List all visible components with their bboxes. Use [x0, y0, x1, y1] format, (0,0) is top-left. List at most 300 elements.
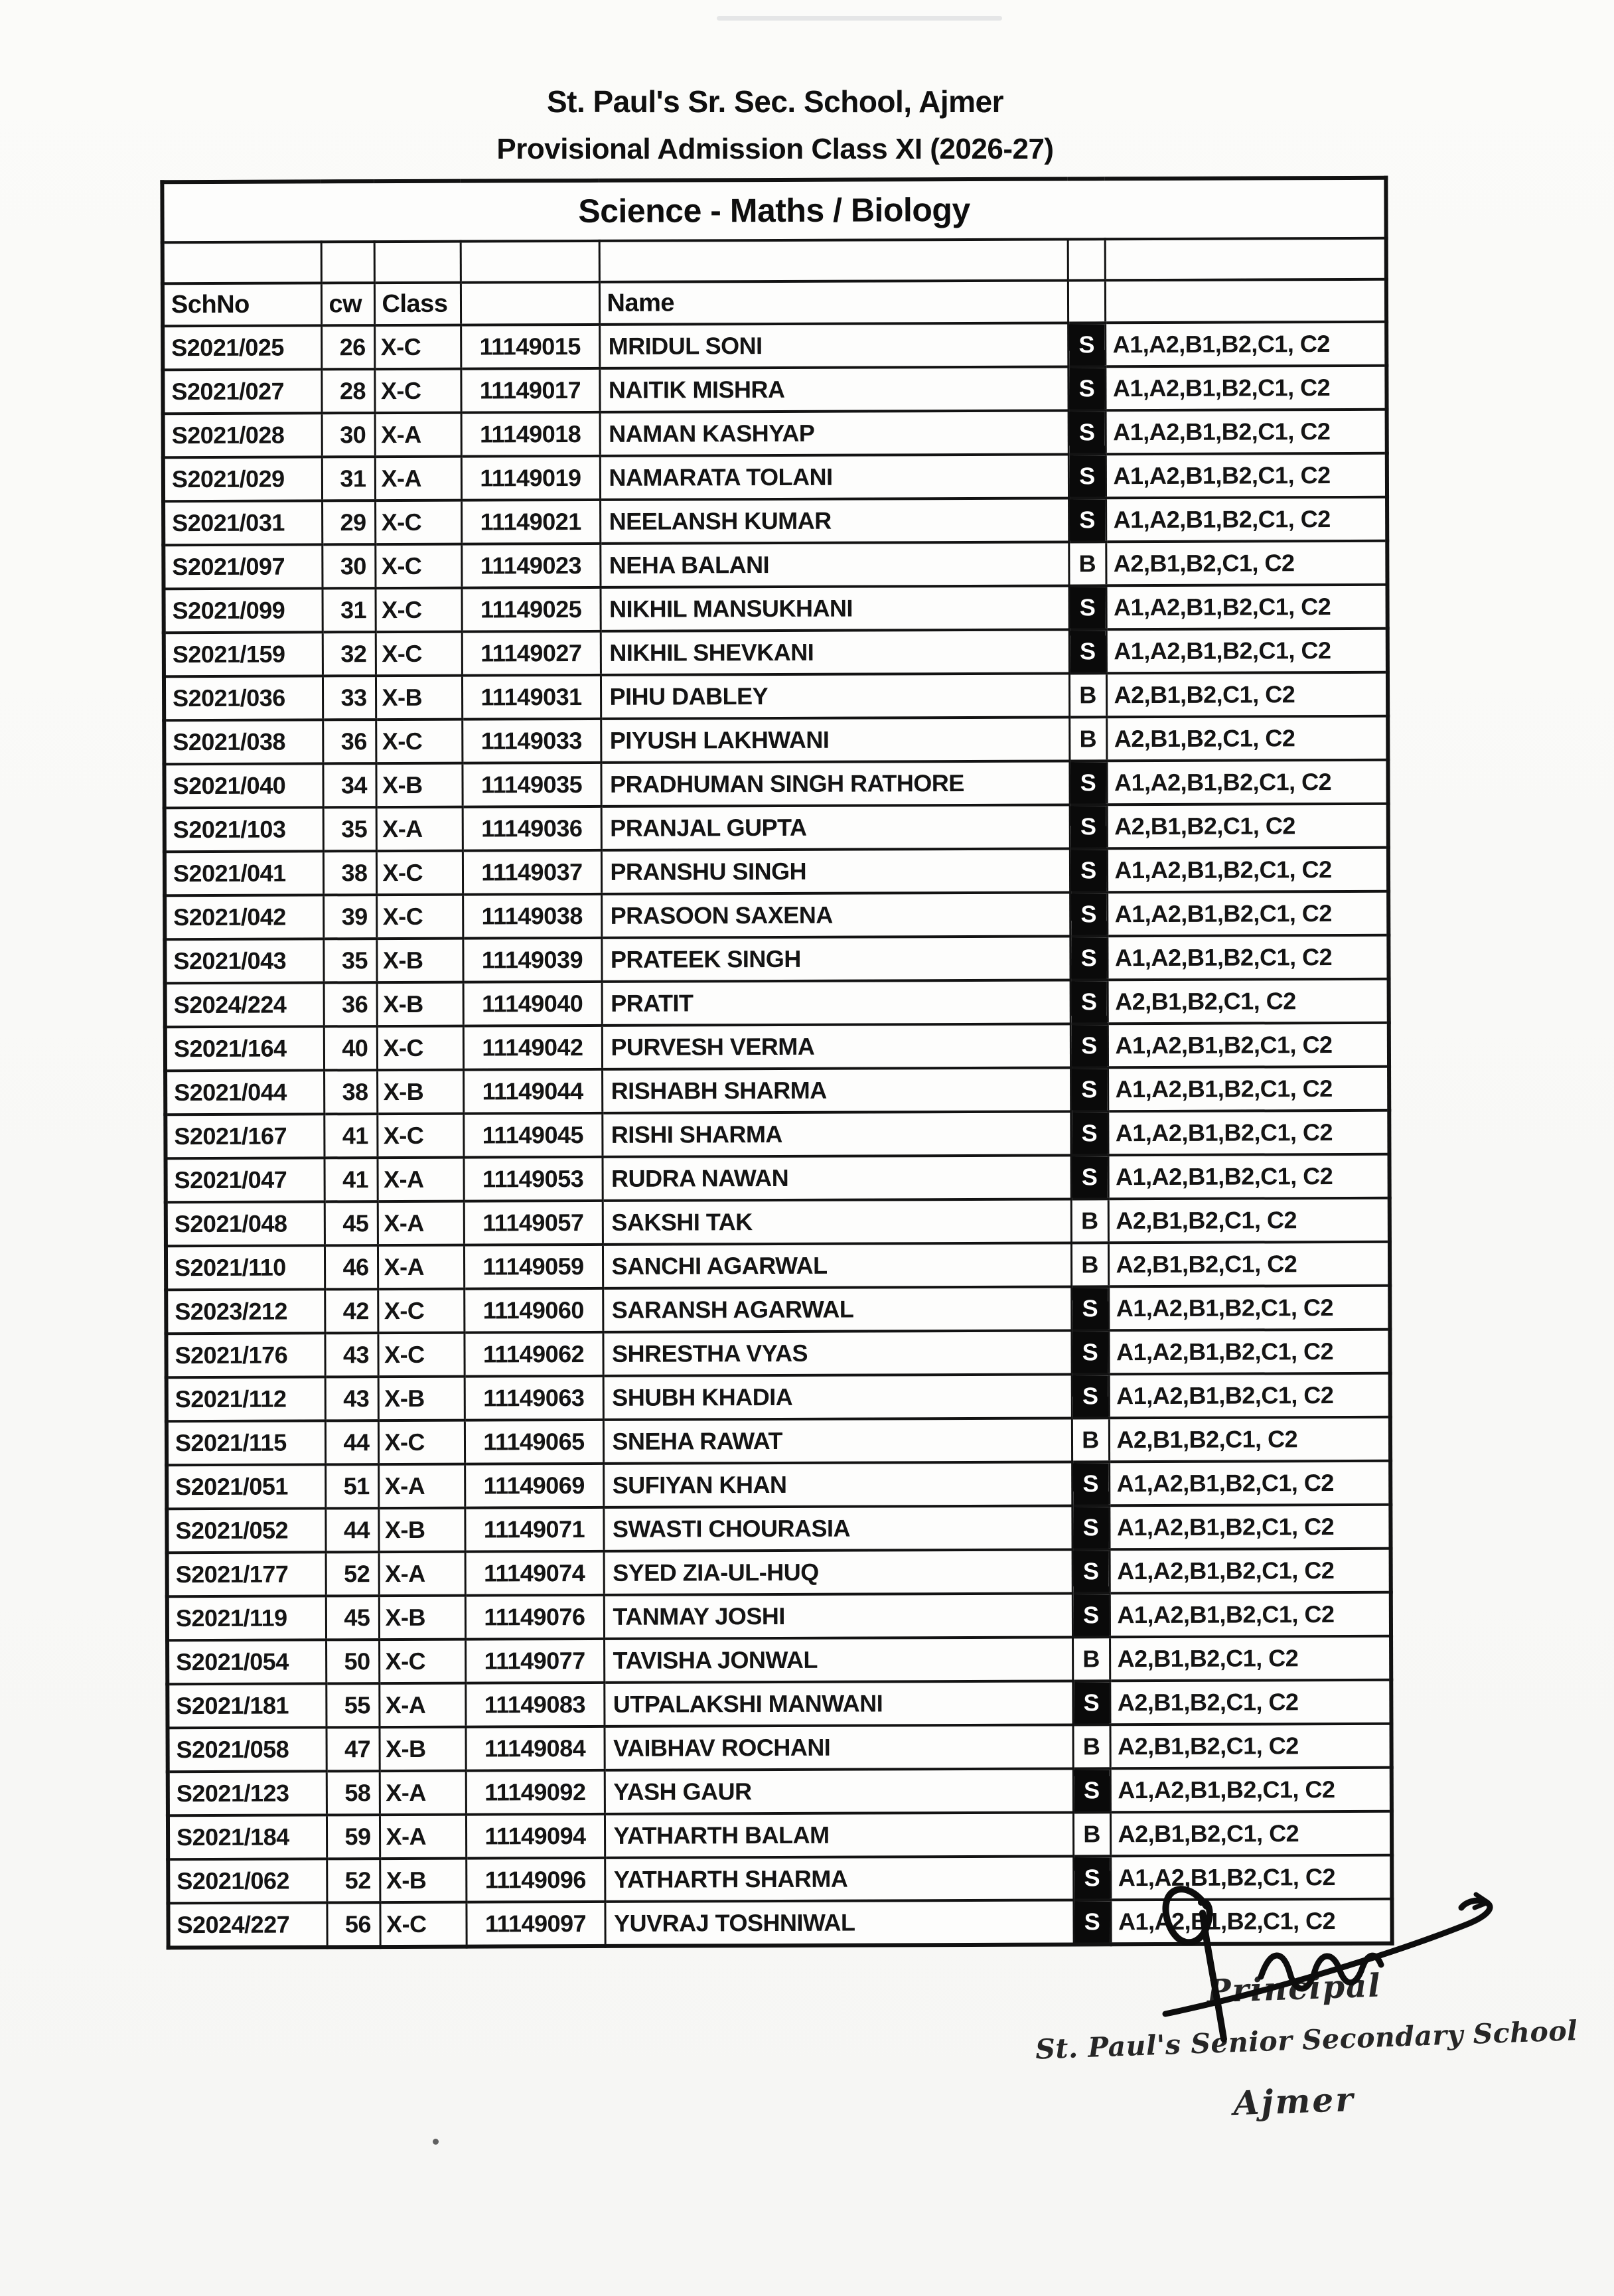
subjects-cell: A1,A2,B1,B2,C1, C2	[1107, 935, 1388, 980]
class-cell: X-C	[378, 1420, 465, 1464]
table-row	[164, 716, 1388, 764]
cw-cell: 28	[321, 369, 374, 413]
admission-number-cell: 11149039	[463, 938, 601, 982]
section-title: Science - Maths / Biology	[162, 178, 1386, 242]
stream-cell: S	[1070, 804, 1107, 848]
section-header-row	[162, 178, 1386, 242]
subjects-cell: A2,B1,B2,C1, C2	[1110, 1811, 1392, 1856]
stamp-city: Ajmer	[1232, 2079, 1356, 2123]
schno-cell: S2024/224	[165, 982, 324, 1027]
cw-cell: 42	[325, 1289, 378, 1333]
class-cell: X-C	[379, 1640, 465, 1683]
class-cell: X-A	[375, 457, 461, 500]
table-row	[167, 1417, 1390, 1465]
school-title: St. Paul's Sr. Sec. School, Ajmer	[546, 84, 1004, 119]
schno-cell: S2021/119	[167, 1596, 326, 1640]
admission-number-cell: 11149062	[464, 1332, 603, 1377]
schno-cell: S2021/062	[168, 1859, 327, 1903]
class-cell: X-C	[374, 369, 461, 413]
admission-number-cell: 11149035	[462, 763, 601, 807]
header-cw: cw	[321, 283, 374, 325]
schno-cell: S2021/103	[165, 807, 323, 852]
student-name-cell: RISHABH SHARMA	[602, 1067, 1070, 1112]
stream-cell: S	[1071, 1330, 1108, 1374]
student-name-cell: PRATEEK SINGH	[601, 936, 1070, 981]
admission-number-cell: 11149094	[466, 1814, 605, 1859]
cw-cell: 38	[324, 1070, 377, 1114]
cw-cell: 31	[322, 457, 375, 500]
class-cell: X-C	[376, 895, 463, 939]
class-cell: X-B	[378, 1377, 465, 1420]
student-name-cell: PURVESH VERMA	[602, 1024, 1070, 1069]
stream-cell: S	[1070, 1067, 1108, 1111]
class-cell: X-C	[374, 325, 461, 369]
student-name-cell: NAITIK MISHRA	[599, 366, 1068, 412]
cw-cell: 46	[325, 1245, 378, 1289]
stream-cell: S	[1073, 1900, 1110, 1944]
cw-cell: 32	[323, 632, 376, 676]
admission-number-cell: 11149084	[465, 1726, 604, 1771]
stream-cell: B	[1072, 1637, 1110, 1681]
schno-cell: S2021/110	[166, 1245, 325, 1290]
schno-cell: S2021/181	[167, 1683, 326, 1728]
admission-number-cell: 11149076	[465, 1595, 604, 1640]
stream-cell: S	[1070, 1024, 1108, 1067]
schno-cell: S2021/036	[164, 676, 323, 720]
table-row	[164, 629, 1388, 676]
subjects-cell: A1,A2,B1,B2,C1, C2	[1109, 1373, 1390, 1418]
schno-cell: S2021/123	[168, 1771, 327, 1815]
cw-cell: 30	[322, 544, 375, 588]
subjects-cell: A1,A2,B1,B2,C1, C2	[1108, 1110, 1389, 1155]
admission-number-cell: 11149053	[463, 1157, 602, 1201]
schno-cell: S2021/047	[165, 1158, 324, 1202]
table-row	[165, 1067, 1389, 1114]
cw-cell: 35	[323, 807, 376, 851]
subjects-cell: A1,A2,B1,B2,C1, C2	[1106, 497, 1387, 542]
cw-cell: 41	[324, 1114, 377, 1158]
cw-cell: 47	[326, 1727, 379, 1771]
table-row	[163, 541, 1387, 589]
table-row	[163, 453, 1387, 501]
stream-cell: B	[1071, 1243, 1108, 1286]
header-stream	[1068, 280, 1105, 323]
schno-cell: S2021/184	[168, 1815, 327, 1859]
class-cell: X-A	[378, 1201, 464, 1245]
class-cell: X-C	[376, 720, 462, 763]
table-row	[163, 410, 1387, 457]
cw-cell: 51	[325, 1464, 378, 1508]
admission-number-cell: 11149092	[466, 1770, 605, 1815]
student-name-cell: NIKHIL SHEVKANI	[601, 629, 1069, 674]
stream-cell: B	[1071, 1199, 1108, 1243]
cw-cell: 36	[323, 720, 376, 763]
subjects-cell: A1,A2,B1,B2,C1, C2	[1109, 1505, 1390, 1549]
subjects-cell: A2,B1,B2,C1, C2	[1110, 1636, 1391, 1681]
admission-number-cell: 11149060	[464, 1288, 603, 1333]
student-name-cell: SAKSHI TAK	[603, 1199, 1071, 1244]
admission-number-cell: 11149096	[466, 1858, 605, 1902]
cw-cell: 41	[324, 1158, 377, 1201]
admission-number-cell: 11149083	[465, 1683, 604, 1727]
empty-cell	[599, 239, 1068, 281]
schno-cell: S2021/025	[163, 325, 321, 370]
student-name-cell: SUFIYAN KHAN	[603, 1462, 1072, 1507]
stream-cell: S	[1073, 1768, 1110, 1812]
admission-number-cell: 11149071	[465, 1507, 603, 1552]
stream-cell: B	[1069, 717, 1106, 761]
empty-row	[163, 238, 1386, 283]
subjects-cell: A1,A2,B1,B2,C1, C2	[1108, 1330, 1390, 1374]
table-row	[167, 1505, 1390, 1553]
table-row	[166, 1242, 1390, 1290]
table-row	[167, 1724, 1391, 1772]
subjects-cell: A1,A2,B1,B2,C1, C2	[1107, 848, 1388, 892]
class-cell: X-C	[376, 588, 462, 632]
schno-cell: S2021/027	[163, 369, 321, 414]
empty-cell	[163, 242, 321, 283]
cw-cell: 26	[321, 325, 374, 369]
stream-cell: B	[1069, 673, 1106, 717]
table-row	[165, 891, 1388, 939]
cw-cell: 34	[323, 763, 376, 807]
schno-cell: S2021/048	[166, 1201, 325, 1246]
admission-number-cell: 11149057	[464, 1201, 603, 1245]
student-name-cell: SHRESTHA VYAS	[603, 1330, 1071, 1375]
admission-number-cell: 11149018	[461, 412, 600, 457]
admission-number-cell: 11149038	[463, 894, 601, 939]
stream-cell: S	[1068, 366, 1105, 410]
schno-cell: S2021/176	[166, 1333, 325, 1377]
schno-cell: S2021/041	[165, 851, 323, 895]
stamp-designation: Principal	[1206, 1967, 1382, 2011]
admission-number-cell: 11149040	[463, 982, 602, 1026]
student-name-cell: PRANJAL GUPTA	[601, 804, 1070, 850]
stream-cell: S	[1068, 454, 1106, 498]
stream-cell: S	[1070, 1155, 1108, 1199]
subjects-cell: A1,A2,B1,B2,C1, C2	[1110, 1549, 1391, 1593]
stream-cell: S	[1068, 498, 1106, 542]
cw-cell: 45	[326, 1596, 379, 1640]
stream-cell: B	[1068, 542, 1106, 585]
student-name-cell: SWASTI CHOURASIA	[603, 1505, 1072, 1551]
table-row	[165, 1023, 1389, 1071]
scan-artifact-dot	[433, 2139, 439, 2145]
class-cell: X-C	[378, 1333, 464, 1377]
student-name-cell: PRATIT	[602, 980, 1070, 1025]
schno-cell: S2021/038	[164, 720, 323, 764]
cw-cell: 40	[324, 1026, 377, 1070]
table-row	[168, 1811, 1392, 1859]
cw-cell: 55	[326, 1683, 379, 1727]
student-name-cell: NEHA BALANI	[600, 542, 1068, 587]
schno-cell: S2021/054	[167, 1640, 326, 1684]
stream-cell: S	[1069, 761, 1106, 804]
principal-signature	[1128, 1872, 1540, 2051]
subjects-cell: A2,B1,B2,C1, C2	[1110, 1724, 1391, 1768]
schno-cell: S2021/167	[165, 1114, 324, 1158]
table-row	[165, 804, 1388, 852]
cw-cell: 52	[326, 1552, 379, 1596]
admission-number-cell: 11149037	[463, 850, 601, 895]
cw-cell: 30	[322, 413, 375, 457]
header-class: Class	[374, 283, 461, 325]
table-row	[167, 1636, 1391, 1684]
stream-cell: S	[1068, 323, 1105, 366]
table-row	[167, 1549, 1391, 1596]
student-name-cell: TAVISHA JONWAL	[604, 1637, 1072, 1682]
table-row	[164, 585, 1388, 633]
admission-number-cell: 11149019	[461, 456, 600, 500]
cw-cell: 29	[322, 500, 375, 544]
subjects-cell: A1,A2,B1,B2,C1, C2	[1110, 1768, 1392, 1812]
schno-cell: S2021/177	[167, 1552, 326, 1596]
stream-cell: S	[1069, 629, 1106, 673]
stream-cell: S	[1068, 410, 1106, 454]
cw-cell: 58	[327, 1771, 380, 1815]
class-cell: X-C	[375, 544, 461, 588]
class-cell: X-B	[377, 1070, 463, 1114]
student-name-cell: SNEHA RAWAT	[603, 1418, 1072, 1463]
cw-cell: 43	[325, 1333, 378, 1377]
class-cell: X-C	[377, 1026, 463, 1070]
stream-cell: S	[1070, 1111, 1108, 1155]
stream-cell: S	[1072, 1593, 1110, 1637]
empty-cell	[461, 241, 599, 283]
subjects-cell: A2,B1,B2,C1, C2	[1108, 1198, 1390, 1243]
admission-number-cell: 11149033	[462, 719, 601, 763]
admission-number-cell: 11149015	[461, 325, 599, 369]
subjects-cell: A1,A2,B1,B2,C1, C2	[1108, 1023, 1389, 1067]
cw-cell: 35	[323, 939, 376, 982]
table-row	[167, 1461, 1390, 1509]
table-row	[167, 1592, 1391, 1640]
admission-table	[160, 176, 1394, 1950]
class-cell: X-A	[378, 1464, 465, 1508]
subjects-cell: A1,A2,B1,B2,C1, C2	[1106, 453, 1387, 498]
table-row	[164, 672, 1388, 720]
table-row	[165, 979, 1389, 1027]
student-name-cell: SYED ZIA-UL-HUQ	[604, 1549, 1072, 1594]
table-row	[167, 1680, 1391, 1728]
subjects-cell: A1,A2,B1,B2,C1, C2	[1106, 629, 1388, 673]
stamp-school-name: St. Paul's Senior Secondary School	[1035, 2015, 1578, 2066]
student-name-cell: SARANSH AGARWAL	[603, 1286, 1071, 1332]
table-body	[162, 178, 1392, 1948]
cw-cell: 56	[327, 1902, 380, 1947]
table-row	[163, 366, 1386, 414]
schno-cell: S2021/099	[164, 588, 323, 633]
student-name-cell: PRADHUMAN SINGH RATHORE	[601, 761, 1069, 806]
scan-artifact-smudge	[717, 16, 1002, 21]
student-name-cell: PRANSHU SINGH	[601, 848, 1070, 893]
schno-cell: S2024/227	[168, 1902, 327, 1948]
schno-cell: S2021/044	[165, 1070, 324, 1114]
schno-cell: S2021/058	[167, 1727, 326, 1772]
admission-number-cell: 11149027	[462, 631, 601, 676]
schno-cell: S2021/042	[165, 895, 323, 939]
subjects-cell: A1,A2,B1,B2,C1, C2	[1106, 410, 1387, 454]
schno-cell: S2021/029	[163, 457, 322, 501]
admission-number-cell: 11149074	[465, 1551, 604, 1596]
student-name-cell: YUVRAJ TOSHNIWAL	[605, 1900, 1073, 1946]
subjects-cell: A2,B1,B2,C1, C2	[1107, 804, 1388, 848]
student-name-cell: NEELANSH KUMAR	[600, 498, 1068, 543]
student-name-cell: SHUBH KHADIA	[603, 1374, 1072, 1419]
subjects-cell: A1,A2,B1,B2,C1, C2	[1110, 1855, 1392, 1900]
subjects-cell: A1,A2,B1,B2,C1, C2	[1108, 1286, 1390, 1330]
student-name-cell: MRIDUL SONI	[599, 323, 1068, 368]
student-name-cell: RISHI SHARMA	[602, 1111, 1070, 1156]
class-cell: X-B	[379, 1727, 465, 1771]
empty-cell	[321, 242, 374, 283]
admission-number-cell: 11149059	[464, 1245, 603, 1289]
admission-number-cell: 11149017	[461, 368, 599, 413]
class-cell: X-A	[375, 413, 461, 457]
student-name-cell: NIKHIL MANSUKHANI	[600, 585, 1068, 631]
subjects-cell: A2,B1,B2,C1, C2	[1106, 541, 1387, 585]
schno-cell: S2021/040	[164, 763, 323, 808]
cw-cell: 52	[327, 1859, 380, 1902]
schno-cell: S2021/115	[167, 1420, 325, 1465]
student-name-cell: NAMAN KASHYAP	[600, 410, 1068, 455]
stream-cell: S	[1072, 1505, 1109, 1549]
class-cell: X-C	[376, 851, 463, 895]
student-name-cell: UTPALAKSHI MANWANI	[604, 1681, 1072, 1726]
class-cell: X-A	[379, 1683, 465, 1727]
subjects-cell: A2,B1,B2,C1, C2	[1108, 979, 1389, 1024]
cw-cell: 44	[325, 1508, 378, 1552]
table-row	[167, 1373, 1390, 1421]
cw-cell: 45	[325, 1201, 378, 1245]
column-header-row	[163, 279, 1386, 326]
empty-cell	[1068, 239, 1105, 280]
schno-cell: S2021/052	[167, 1508, 325, 1553]
class-cell: X-B	[379, 1596, 465, 1640]
subjects-cell: A1,A2,B1,B2,C1, C2	[1108, 1154, 1389, 1199]
student-name-cell: PIYUSH LAKHWANI	[601, 717, 1069, 762]
stream-cell: S	[1073, 1856, 1110, 1900]
student-name-cell: TANMAY JOSHI	[604, 1593, 1072, 1638]
subjects-cell: A2,B1,B2,C1, C2	[1106, 716, 1388, 761]
student-name-cell: VAIBHAV ROCHANI	[604, 1724, 1072, 1770]
schno-cell: S2021/159	[164, 632, 323, 676]
student-name-cell: PRASOON SAXENA	[601, 892, 1070, 937]
admission-number-cell: 11149025	[462, 587, 601, 632]
class-cell: X-C	[380, 1902, 466, 1947]
schno-cell: S2021/097	[163, 544, 322, 589]
student-name-cell: SANCHI AGARWAL	[603, 1243, 1071, 1288]
header-admno	[461, 282, 599, 325]
student-name-cell: NAMARATA TOLANI	[600, 454, 1068, 499]
cw-cell: 33	[323, 676, 376, 720]
empty-cell	[1105, 238, 1386, 280]
stream-cell: S	[1072, 1681, 1110, 1724]
subjects-cell: A1,A2,B1,B2,C1, C2	[1106, 585, 1387, 629]
schno-cell: S2021/112	[167, 1377, 325, 1421]
subjects-cell: A1,A2,B1,B2,C1, C2	[1108, 1067, 1389, 1111]
header-subjects	[1105, 279, 1386, 323]
student-name-cell: PIHU DABLEY	[601, 673, 1069, 718]
table-row	[165, 848, 1388, 895]
class-cell: X-C	[375, 500, 461, 544]
document-subtitle: Provisional Admission Class XI (2026-27)	[496, 133, 1054, 165]
cw-cell: 59	[327, 1815, 380, 1859]
admission-number-cell: 11149097	[466, 1902, 605, 1947]
cw-cell: 38	[323, 851, 376, 895]
stream-cell: B	[1072, 1418, 1109, 1462]
stream-cell: B	[1073, 1812, 1110, 1856]
table-row	[164, 760, 1388, 808]
signature-block	[1035, 1872, 1578, 2164]
subjects-cell: A1,A2,B1,B2,C1, C2	[1105, 322, 1386, 366]
student-name-cell: YATHARTH SHARMA	[605, 1856, 1073, 1901]
table-row	[166, 1286, 1390, 1334]
subjects-cell: A2,B1,B2,C1, C2	[1110, 1680, 1391, 1724]
subjects-cell: A2,B1,B2,C1, C2	[1108, 1242, 1390, 1286]
table-row	[163, 497, 1387, 545]
class-cell: X-B	[377, 982, 463, 1026]
schno-cell: S2021/051	[167, 1464, 325, 1509]
cw-cell: 43	[325, 1377, 378, 1420]
class-cell: X-A	[378, 1245, 464, 1289]
class-cell: X-B	[376, 676, 462, 720]
admission-number-cell: 11149044	[463, 1069, 602, 1114]
class-cell: X-A	[380, 1771, 466, 1815]
table-row	[166, 1330, 1390, 1377]
class-cell: X-C	[376, 632, 462, 676]
schno-cell: S2021/164	[165, 1026, 324, 1071]
table-row	[165, 1154, 1389, 1202]
schno-cell: S2023/212	[166, 1289, 325, 1334]
class-cell: X-B	[380, 1859, 466, 1902]
schno-cell: S2021/031	[163, 500, 322, 545]
subjects-cell: A1,A2,B1,B2,C1, C2	[1106, 760, 1388, 804]
subjects-cell: A1,A2,B1,B2,C1, C2	[1110, 1592, 1391, 1637]
class-cell: X-C	[378, 1289, 464, 1333]
stream-cell: S	[1070, 892, 1107, 936]
class-cell: X-B	[378, 1508, 465, 1552]
stream-cell: S	[1070, 936, 1107, 980]
subjects-cell: A2,B1,B2,C1, C2	[1106, 672, 1388, 717]
empty-cell	[374, 242, 461, 283]
subjects-cell: A1,A2,B1,B2,C1, C2	[1107, 891, 1388, 936]
admission-number-cell: 11149036	[463, 806, 601, 851]
schno-cell: S2021/043	[165, 939, 323, 983]
class-cell: X-A	[377, 1158, 463, 1201]
class-cell: X-A	[376, 807, 463, 851]
cw-cell: 50	[326, 1640, 379, 1683]
student-name-cell: RUDRA NAWAN	[602, 1155, 1070, 1200]
header-name: Name	[599, 280, 1068, 324]
class-cell: X-B	[376, 763, 462, 807]
admission-number-cell: 11149023	[461, 544, 600, 588]
table-row	[168, 1768, 1392, 1815]
subjects-cell: A1,A2,B1,B2,C1, C2	[1110, 1899, 1392, 1944]
admission-number-cell: 11149063	[465, 1376, 603, 1420]
stream-cell: S	[1070, 848, 1107, 892]
admission-number-cell: 11149069	[465, 1464, 603, 1508]
cw-cell: 39	[323, 895, 376, 939]
header-schno: SchNo	[163, 283, 321, 326]
admission-number-cell: 11149045	[463, 1113, 602, 1158]
schno-cell: S2021/028	[163, 413, 322, 457]
table-row	[163, 322, 1386, 370]
stream-cell: S	[1071, 1286, 1108, 1330]
table-row	[165, 935, 1388, 983]
stream-cell: S	[1072, 1374, 1109, 1418]
subjects-cell: A2,B1,B2,C1, C2	[1109, 1417, 1390, 1462]
